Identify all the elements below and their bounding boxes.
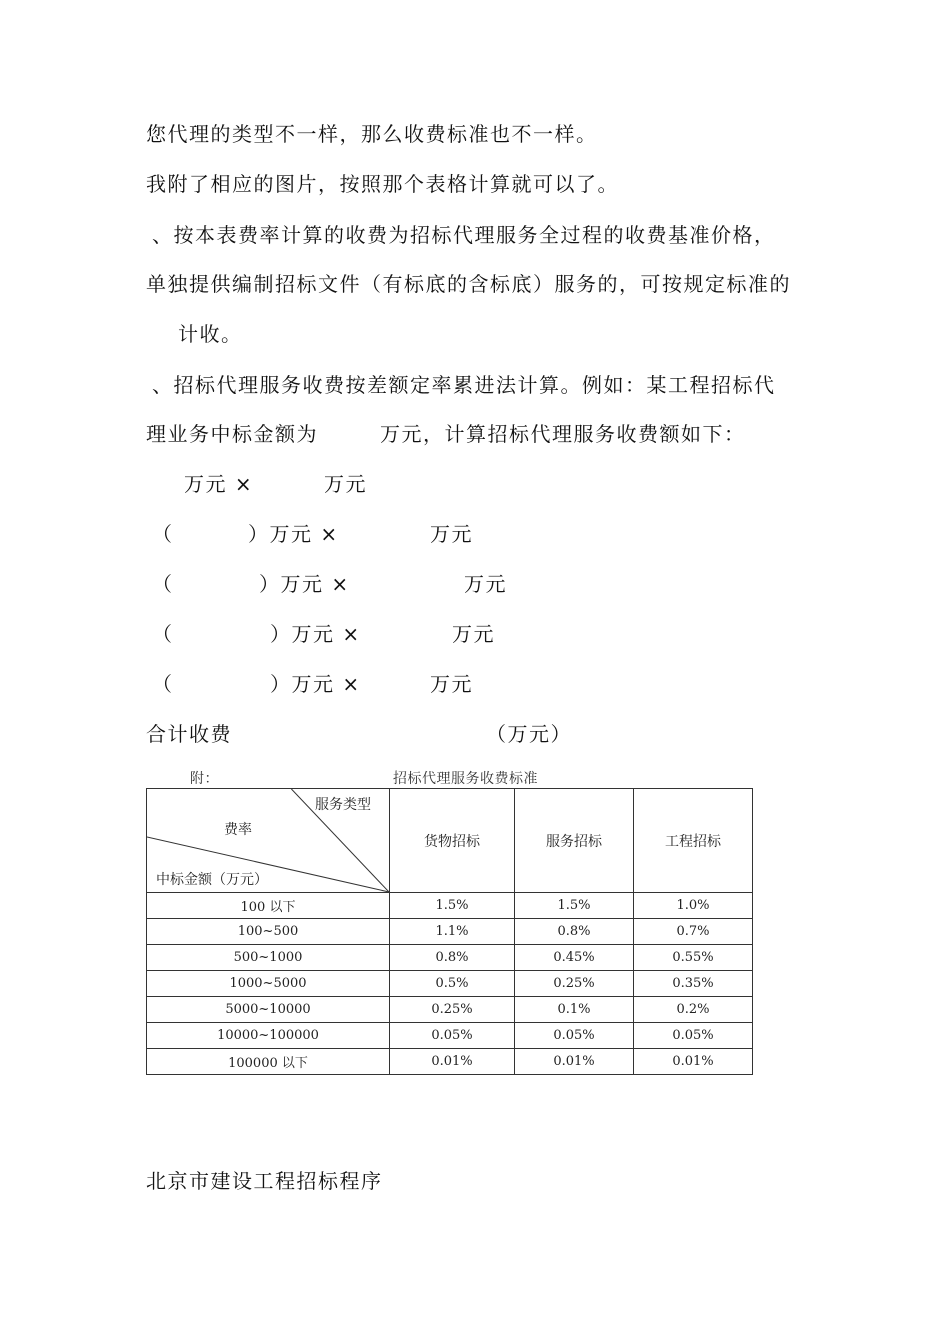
table-row bbox=[147, 997, 753, 1023]
goods-rate-cell: 0.8% bbox=[390, 945, 515, 971]
range-cell: 100~500 bbox=[147, 919, 390, 945]
table-header-row bbox=[147, 789, 753, 893]
calc-row-5-unit: ）万元 × bbox=[270, 672, 361, 696]
header-goods: 货物招标 bbox=[390, 789, 515, 893]
total-unit: （万元） bbox=[486, 722, 572, 746]
fee-standard-table bbox=[146, 788, 753, 1075]
range-cell: 10000~100000 bbox=[147, 1023, 390, 1049]
calc-row-2-result: 万元 bbox=[430, 522, 473, 546]
calc-row-1-result: 万元 bbox=[324, 472, 367, 496]
project-rate-cell: 0.7% bbox=[634, 919, 753, 945]
paragraph-line-1: 您代理的类型不一样，那么收费标准也不一样。 bbox=[146, 122, 598, 146]
range-cell: 5000~10000 bbox=[147, 997, 390, 1023]
calc-row-2-unit: ）万元 × bbox=[248, 522, 339, 546]
header-service: 服务招标 bbox=[515, 789, 634, 893]
paragraph-line-7a: 理业务中标金额为 bbox=[146, 422, 318, 446]
header-amount: 中标金额（万元） bbox=[156, 872, 268, 888]
range-cell: 1000~5000 bbox=[147, 971, 390, 997]
goods-rate-cell: 0.01% bbox=[390, 1049, 515, 1075]
goods-rate-cell: 1.1% bbox=[390, 919, 515, 945]
range-cell: 500~1000 bbox=[147, 945, 390, 971]
calc-row-1-unit: 万元 × bbox=[184, 472, 254, 496]
range-cell: 100 以下 bbox=[147, 893, 390, 919]
service-rate-cell: 0.01% bbox=[515, 1049, 634, 1075]
project-rate-cell: 1.0% bbox=[634, 893, 753, 919]
paragraph-line-4: 单独提供编制招标文件（有标底的含标底）服务的，可按规定标准的 bbox=[146, 272, 791, 296]
project-rate-cell: 0.01% bbox=[634, 1049, 753, 1075]
total-label: 合计收费 bbox=[146, 722, 232, 746]
project-rate-cell: 0.05% bbox=[634, 1023, 753, 1049]
section-heading: 北京市建设工程招标程序 bbox=[146, 1169, 383, 1193]
calc-row-2-open: （ bbox=[152, 522, 174, 546]
paragraph-line-2: 我附了相应的图片，按照那个表格计算就可以了。 bbox=[146, 172, 619, 196]
calc-row-3-result: 万元 bbox=[464, 572, 507, 596]
goods-rate-cell: 0.25% bbox=[390, 997, 515, 1023]
project-rate-cell: 0.55% bbox=[634, 945, 753, 971]
project-rate-cell: 0.2% bbox=[634, 997, 753, 1023]
goods-rate-cell: 0.5% bbox=[390, 971, 515, 997]
service-rate-cell: 0.05% bbox=[515, 1023, 634, 1049]
calc-row-5-result: 万元 bbox=[430, 672, 473, 696]
paragraph-line-5: 计收。 bbox=[178, 322, 243, 346]
calc-row-3-open: （ bbox=[152, 572, 174, 596]
header-project: 工程招标 bbox=[634, 789, 753, 893]
service-rate-cell: 1.5% bbox=[515, 893, 634, 919]
header-service-type: 服务类型 bbox=[315, 797, 371, 813]
table-row bbox=[147, 893, 753, 919]
range-cell: 100000 以下 bbox=[147, 1049, 390, 1075]
service-rate-cell: 0.1% bbox=[515, 997, 634, 1023]
diagonal-header-cell bbox=[147, 789, 390, 893]
calc-row-3-unit: ）万元 × bbox=[259, 572, 350, 596]
table-row bbox=[147, 919, 753, 945]
table-row bbox=[147, 945, 753, 971]
paragraph-line-6: 、招标代理服务收费按差额定率累进法计算。例如：某工程招标代 bbox=[152, 373, 776, 397]
service-rate-cell: 0.8% bbox=[515, 919, 634, 945]
paragraph-line-7b: 万元，计算招标代理服务收费额如下： bbox=[380, 422, 746, 446]
calc-row-4-open: （ bbox=[152, 622, 174, 646]
goods-rate-cell: 0.05% bbox=[390, 1023, 515, 1049]
calc-row-5-open: （ bbox=[152, 672, 174, 696]
table-row bbox=[147, 1049, 753, 1075]
table-row bbox=[147, 971, 753, 997]
attach-label: 附： bbox=[190, 771, 219, 787]
project-rate-cell: 0.35% bbox=[634, 971, 753, 997]
table-row bbox=[147, 1023, 753, 1049]
calc-row-4-result: 万元 bbox=[452, 622, 495, 646]
service-rate-cell: 0.25% bbox=[515, 971, 634, 997]
goods-rate-cell: 1.5% bbox=[390, 893, 515, 919]
table-caption: 招标代理服务收费标准 bbox=[393, 771, 538, 787]
calc-row-4-unit: ）万元 × bbox=[270, 622, 361, 646]
service-rate-cell: 0.45% bbox=[515, 945, 634, 971]
paragraph-line-3: 、按本表费率计算的收费为招标代理服务全过程的收费基准价格， bbox=[152, 223, 776, 247]
header-rate: 费率 bbox=[224, 822, 252, 838]
